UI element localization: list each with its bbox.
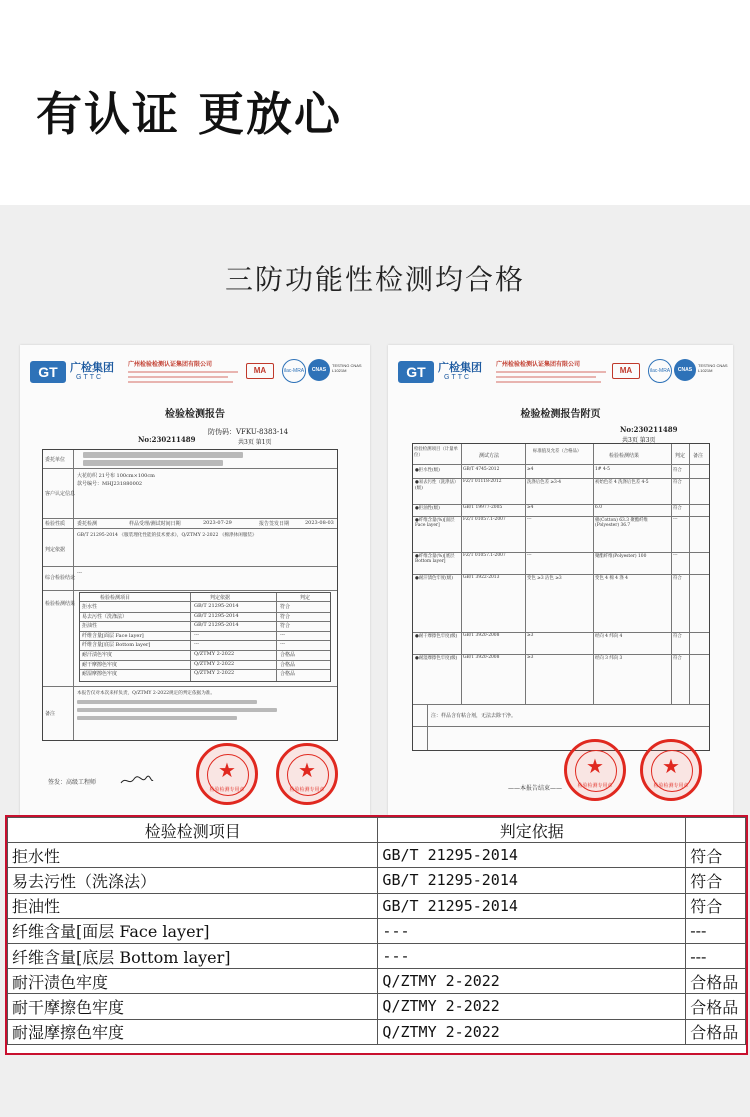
row-text: 2023-07-29 <box>203 520 232 526</box>
letterhead <box>30 357 362 391</box>
appendix-header: 测试方法 <box>479 453 500 459</box>
signature-label: 签发： <box>48 779 67 786</box>
row-label: 综合检验结论 <box>45 575 76 581</box>
appendix-cell: 符合 <box>673 656 682 661</box>
cell-item: 拒水性 <box>8 843 378 868</box>
cell-verdict: --- <box>686 943 746 968</box>
cell-basis: Q/ZTMY 2-2022 <box>378 1019 686 1044</box>
row-text: 样品受理/测试时间日期 <box>129 521 181 527</box>
official-seal <box>564 739 626 801</box>
table-row <box>8 1019 746 1044</box>
appendix-cell: ≥4 <box>527 505 534 510</box>
appendix-cell: 经向 3 纬向 3 <box>595 656 623 661</box>
table-row <box>8 893 746 918</box>
inner-header: 判定依据 <box>210 595 231 601</box>
results-table <box>7 817 746 1045</box>
cell-item: 纤维含量[面层 Face layer] <box>8 918 378 943</box>
appendix-header: 判定 <box>675 453 686 459</box>
table-row <box>8 994 746 1019</box>
appendix-cell: 符合 <box>673 480 682 485</box>
page-count: 共3页 第3页 <box>622 437 656 444</box>
header-cell-item: 检验检测项目 <box>8 818 378 843</box>
report-title: 检验检测报告 <box>165 409 225 420</box>
test-results-table <box>5 815 748 1055</box>
cnas-caption: TESTING CNAS L1021M <box>332 363 362 373</box>
appendix-cell: 洗涤后色差 ≥3-4 <box>527 480 562 485</box>
seal-star-icon: ★ <box>298 758 316 782</box>
table-row <box>8 918 746 943</box>
header-cell-verdict <box>686 818 746 843</box>
cell-basis: Q/ZTMY 2-2022 <box>378 994 686 1019</box>
appendix-cell: ●耐汗渍色牢度(级) <box>415 576 453 581</box>
appendix-cell: FZ/T 01057.1-2007 <box>463 517 506 522</box>
inner-results-table <box>79 592 331 682</box>
inner-cell: Q/ZTMY 2-2022 <box>194 660 235 667</box>
appendix-cell: ●拒水性(级) <box>415 468 440 473</box>
cell-verdict: 合格品 <box>686 1019 746 1044</box>
section-subtitle: 三防功能性检测均合格 <box>224 263 525 296</box>
appendix-cell: FZ/T 01118-2012 <box>463 479 502 484</box>
gttc-logo: GT <box>398 361 434 383</box>
appendix-header: 检验检测项目（计量单位） <box>414 447 458 458</box>
brand-name: 广检集团 <box>70 361 114 374</box>
inner-cell: 耐湿摩擦色牢度 <box>82 671 118 678</box>
table-row <box>8 943 746 968</box>
appendix-cell: --- <box>673 517 678 522</box>
note-line <box>77 700 257 704</box>
inner-cell: --- <box>194 631 200 638</box>
appendix-cell: 符合 <box>673 506 682 511</box>
org-fineprint <box>128 371 238 373</box>
inner-cell: 符合 <box>280 623 291 630</box>
test-report-page-1 <box>20 345 370 815</box>
page-count: 共3页 第1页 <box>238 439 272 446</box>
cell-basis: Q/ZTMY 2-2022 <box>378 969 686 994</box>
appendix-cell: 1# 4-5 <box>595 467 610 472</box>
cnas-mark: CNAS <box>308 359 330 381</box>
cell-verdict: 合格品 <box>686 969 746 994</box>
ilac-mark: ilac-MRA <box>648 359 672 383</box>
appendix-cell: ●纤维含量(%)[面层 Face layer] <box>415 518 455 528</box>
cell-verdict: 符合 <box>686 843 746 868</box>
cell-item: 纤维含量[底层 Bottom layer] <box>8 943 378 968</box>
cell-verdict: --- <box>686 918 746 943</box>
appendix-cell: --- <box>673 553 678 558</box>
official-seal <box>196 743 258 805</box>
appendix-header: 检验检测结果 <box>609 453 640 459</box>
seal-star-icon: ★ <box>662 754 680 778</box>
inner-cell: 合格品 <box>280 652 296 658</box>
inner-cell: GB/T 21295-2014 <box>194 603 239 609</box>
seal-label: 检验检测专用章 <box>653 783 689 789</box>
appendix-header: 备注 <box>693 453 704 459</box>
official-seal <box>276 743 338 805</box>
cell-item: 耐湿摩擦色牢度 <box>8 1019 378 1044</box>
row-text: --- <box>77 570 83 576</box>
cell-verdict: 符合 <box>686 893 746 918</box>
appendix-cell: --- <box>527 553 532 558</box>
appendix-cell: ●易去污性（洗涤法）(级) <box>415 480 459 491</box>
redacted-client <box>83 460 223 466</box>
ilac-mark: ilac-MRA <box>282 359 306 383</box>
note-line <box>77 716 237 720</box>
cell-item: 耐汗渍色牢度 <box>8 969 378 994</box>
org-name: 广州检验检测认证集团有限公司 <box>496 361 581 368</box>
inner-cell: GB/T 21295-2014 <box>194 622 239 629</box>
official-seal <box>640 739 702 801</box>
appendix-cell: 变色 4 棉 4 涤 4 <box>595 576 628 581</box>
row-label: 委托单位 <box>45 457 66 463</box>
signature-scribble <box>120 771 154 783</box>
gttc-logo: GT <box>30 361 66 383</box>
appendix-cell: GB/T 4745-2012 <box>463 467 500 472</box>
redacted-client <box>83 452 243 458</box>
appendix-cell: GB/T 3920-2008 <box>463 655 500 660</box>
ma-mark: MA <box>612 363 640 379</box>
report-grid <box>42 449 338 741</box>
appendix-cell: ≥3 <box>527 655 534 660</box>
table-header-row <box>8 818 746 843</box>
appendix-header: 标准值及允差（合格品） <box>533 449 582 454</box>
row-text: 本报告仅对本次来样负责，Q/ZTMY 2-2022规定的判定依据为准。 <box>77 691 215 696</box>
cnas-caption: TESTING CNAS L1021M <box>698 363 728 373</box>
appendix-cell: --- <box>527 517 532 522</box>
inner-cell: 耐汗渍色牢度 <box>82 652 113 658</box>
table-row <box>8 969 746 994</box>
appendix-cell: ●耐干摩擦色牢度(级) <box>415 634 458 639</box>
inner-header: 检验检测项目 <box>100 595 131 601</box>
appendix-cell: 符合 <box>673 576 682 581</box>
brand-sub: GTTC <box>76 374 104 381</box>
brand-name: 广检集团 <box>438 361 482 374</box>
row-text: 委托检测 <box>77 521 98 527</box>
appendix-cell: GB/T 3922-2013 <box>463 575 500 580</box>
appendix-cell: ●拒油性(级) <box>415 506 440 511</box>
org-fineprint <box>128 381 233 383</box>
anti-fake-code: 防伪码：VFKU-8383-14 <box>208 428 289 436</box>
inner-cell: 符合 <box>280 613 291 620</box>
cell-item: 拒油性 <box>8 893 378 918</box>
seal-star-icon: ★ <box>586 754 604 778</box>
row-label: 检验性质 <box>45 521 66 527</box>
appendix-cell: 符合 <box>673 634 682 639</box>
inner-cell: --- <box>280 631 286 638</box>
row-text: 报告签发日期 <box>259 521 290 527</box>
brand-sub: GTTC <box>444 374 472 381</box>
row-label: 备注 <box>45 711 56 717</box>
appendix-cell: 棉(Cotton) 63.3 聚酯纤维(Polyester) 36.7 <box>595 518 648 528</box>
inner-cell: 符合 <box>280 604 291 610</box>
org-fineprint <box>496 376 596 378</box>
appendix-cell: 6.0 <box>595 505 602 510</box>
cell-verdict: 合格品 <box>686 994 746 1019</box>
row-text: 2023-08-03 <box>305 520 334 526</box>
appendix-cell: 变色 ≥3 沾色 ≥3 <box>527 576 562 581</box>
seal-star-icon: ★ <box>218 758 236 782</box>
row-label: 判定依据 <box>45 547 66 553</box>
header-band <box>0 0 750 205</box>
letterhead <box>398 357 728 391</box>
inner-cell: 合格品 <box>280 661 296 668</box>
inner-cell: --- <box>280 641 286 648</box>
row-label: 检验检测结果 <box>45 601 76 607</box>
appendix-title: 检验检测报告附页 <box>520 409 601 420</box>
appendix-cell: FZ/T 01057.1-2007 <box>463 553 506 558</box>
appendix-note: 注：样品含有粘合剂，无法去除干净。 <box>431 713 517 719</box>
inner-cell: 纤维含量[底层 Bottom layer] <box>82 642 151 649</box>
org-fineprint <box>128 376 228 378</box>
cell-basis: GB/T 21295-2014 <box>378 868 686 893</box>
cell-item: 耐干摩擦色牢度 <box>8 994 378 1019</box>
note-line <box>77 708 277 712</box>
org-fineprint <box>496 371 606 373</box>
inner-cell: 纤维含量[面层 Face layer] <box>82 632 144 639</box>
test-report-appendix <box>388 345 733 815</box>
cell-basis: GB/T 21295-2014 <box>378 843 686 868</box>
inner-header: 判定 <box>300 595 311 601</box>
appendix-cell: ≥4 <box>527 467 534 472</box>
inner-cell: 拒水性 <box>82 604 98 610</box>
report-number: No:230211489 <box>138 435 196 444</box>
inner-cell: 易去污性（洗涤法） <box>82 613 128 620</box>
cell-basis: --- <box>378 943 686 968</box>
appendix-cell: 聚酯纤维(Polyester) 100 <box>595 554 647 559</box>
seal-label: 检验检测专用章 <box>577 783 613 789</box>
inner-cell: 拒油性 <box>82 623 98 630</box>
appendix-cell: 初始色差 4 洗涤后色差 4-5 <box>595 480 649 485</box>
appendix-cell: GB/T 19977-2005 <box>463 505 503 510</box>
inner-cell: 合格品 <box>280 671 296 678</box>
row-text: 大花纺织 21号布 100cm×100cm <box>77 473 155 479</box>
appendix-grid <box>412 443 710 751</box>
appendix-cell: ≥3 <box>527 633 534 638</box>
row-label: 客户认定信息 <box>45 491 76 497</box>
appendix-cell: ●耐湿摩擦色牢度(级) <box>415 656 458 661</box>
cell-verdict: 符合 <box>686 868 746 893</box>
cell-item: 易去污性（洗涤法） <box>8 868 378 893</box>
appendix-cell: ●纤维含量(%)[底层 Bottom layer] <box>415 554 455 564</box>
seal-label: 检验检测专用章 <box>289 787 325 793</box>
report-end: ——本报告结束—— <box>508 785 563 792</box>
seal-label: 检验检测专用章 <box>209 787 245 793</box>
inner-cell: Q/ZTMY 2-2022 <box>194 651 235 657</box>
appendix-cell: 经向 4 纬向 4 <box>595 634 623 639</box>
cnas-mark: CNAS <box>674 359 696 381</box>
inner-cell: GB/T 21295-2014 <box>194 612 239 619</box>
inner-cell: 耐干摩擦色牢度 <box>82 661 118 668</box>
appendix-cell: 符合 <box>673 468 682 473</box>
row-text: GB/T 21295-2014 《服装理化性能的技术要求》，Q/ZTMY 2-2022 《棉涤休闲服装》 <box>77 533 257 538</box>
report-number: No:230211489 <box>620 425 678 434</box>
ma-mark: MA <box>246 363 274 379</box>
inner-cell: Q/ZTMY 2-2022 <box>194 670 235 677</box>
cell-basis: --- <box>378 918 686 943</box>
signer-title: 高级工程师 <box>66 779 97 786</box>
org-fineprint <box>496 381 601 383</box>
page-headline: 有认证 更放心 <box>36 87 343 141</box>
table-row <box>8 843 746 868</box>
cell-basis: GB/T 21295-2014 <box>378 893 686 918</box>
table-row <box>8 868 746 893</box>
appendix-cell: GB/T 3920-2008 <box>463 633 500 638</box>
inner-cell: --- <box>194 641 200 648</box>
org-name: 广州检验检测认证集团有限公司 <box>128 361 213 368</box>
header-cell-basis: 判定依据 <box>378 818 686 843</box>
row-text: 款号编号：MHJ231880002 <box>77 481 143 487</box>
